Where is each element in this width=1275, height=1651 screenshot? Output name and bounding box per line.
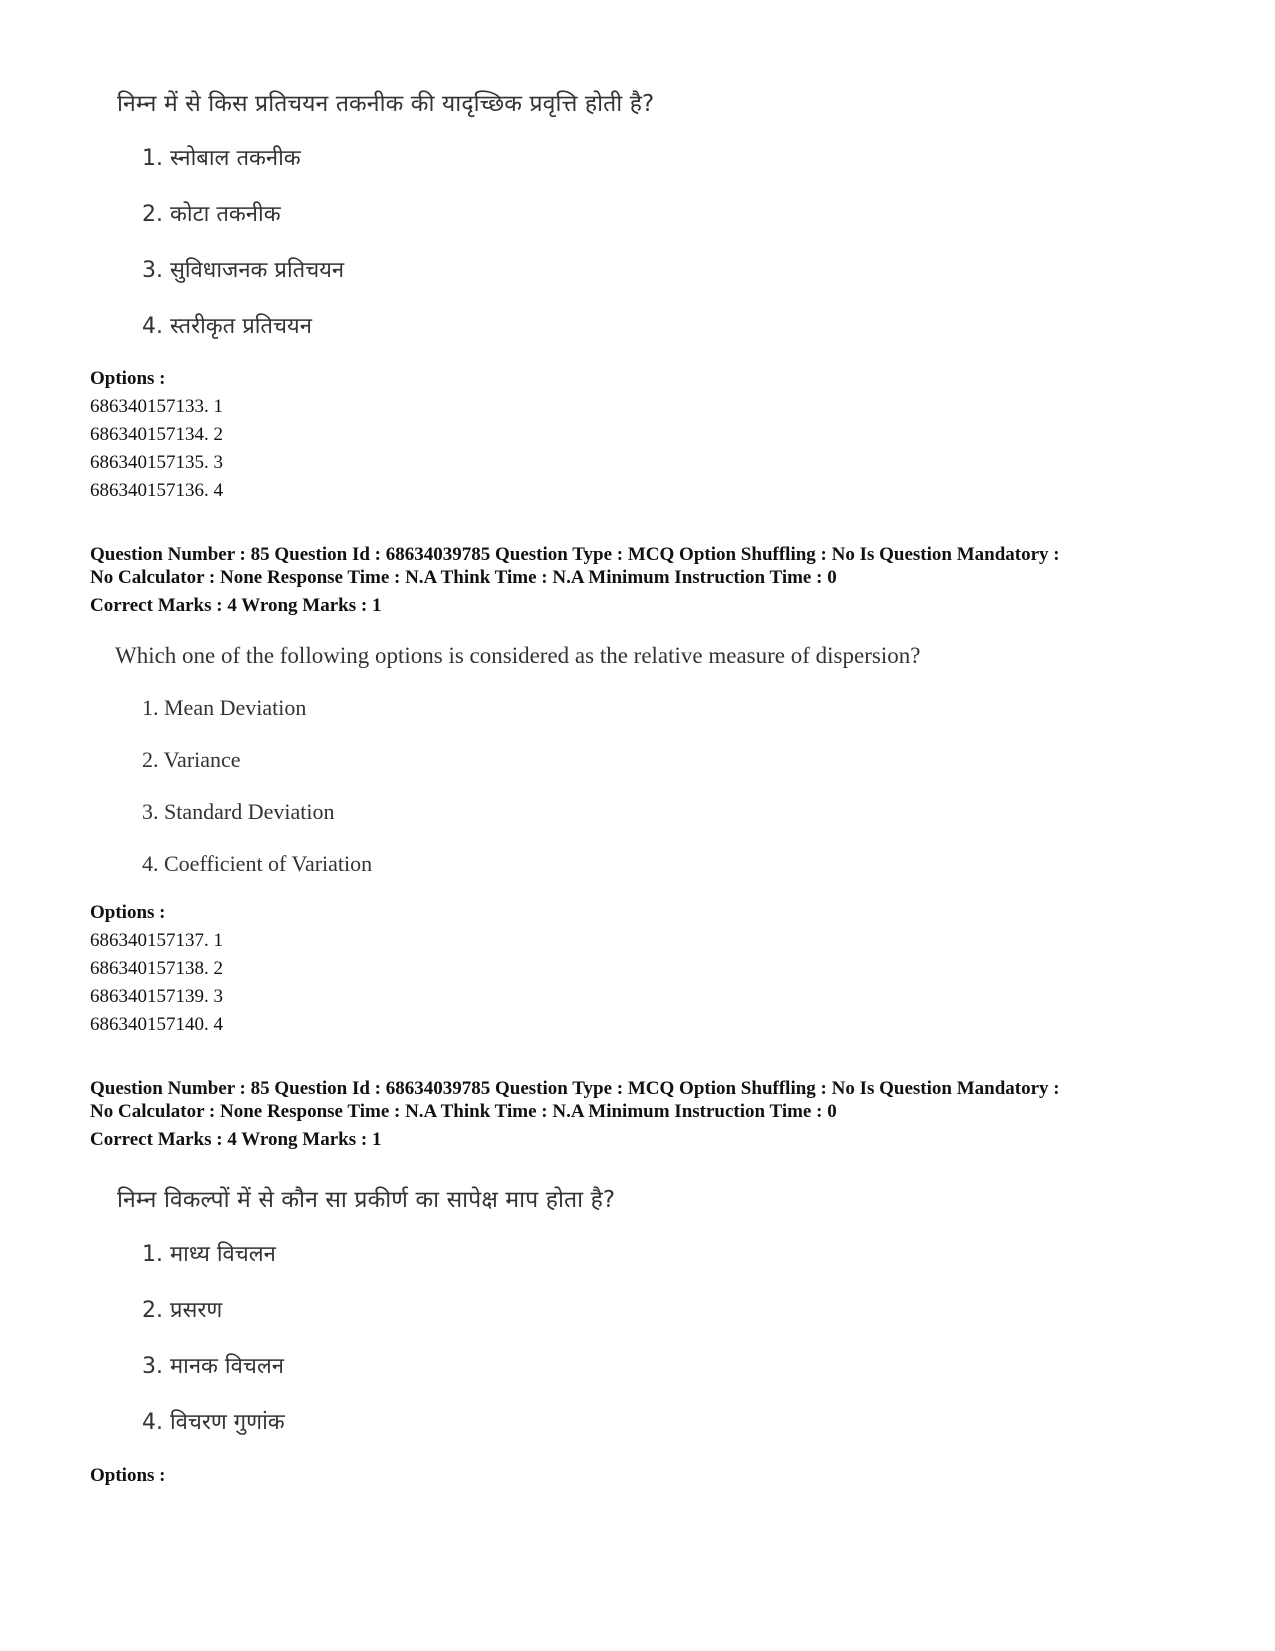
option-id-1: 686340157137. 1	[90, 930, 223, 951]
option-id-3: 686340157135. 3	[90, 452, 223, 473]
question-text: निम्न विकल्पों में से कौन सा प्रकीर्ण का सापेक्ष माप होता है?	[117, 1187, 616, 1213]
options-label: Options :	[90, 1465, 166, 1486]
question-meta-line-1: Question Number : 85 Question Id : 68634039785 Question Type : MCQ Option Shuffling : No Is Question Mandatory :	[90, 1078, 1060, 1099]
choice-3: 3. मानक विचलन	[142, 1354, 284, 1379]
choice-4: 4. स्तरीकृत प्रतिचयन	[142, 314, 312, 339]
options-label: Options :	[90, 368, 166, 389]
choice-2: 2. कोटा तकनीक	[142, 202, 281, 227]
option-id-2: 686340157138. 2	[90, 958, 223, 979]
question-meta-line-2: No Calculator : None Response Time : N.A Think Time : N.A Minimum Instruction Time : 0	[90, 567, 837, 588]
choice-1: 1. माध्य विचलन	[142, 1242, 276, 1267]
choice-2: 2. Variance	[142, 747, 241, 772]
option-id-4: 686340157136. 4	[90, 480, 223, 501]
question-meta-line-2: No Calculator : None Response Time : N.A Think Time : N.A Minimum Instruction Time : 0	[90, 1101, 837, 1122]
options-label: Options :	[90, 902, 166, 923]
question-marks: Correct Marks : 4 Wrong Marks : 1	[90, 1129, 382, 1150]
choice-4: 4. Coefficient of Variation	[142, 851, 373, 876]
option-id-2: 686340157134. 2	[90, 424, 223, 445]
question-text: Which one of the following options is considered as the relative measure of dispersion?	[115, 643, 921, 668]
choice-1: 1. Mean Deviation	[142, 695, 307, 720]
option-id-4: 686340157140. 4	[90, 1014, 223, 1035]
option-id-3: 686340157139. 3	[90, 986, 223, 1007]
choice-1: 1. स्नोबाल तकनीक	[142, 146, 301, 171]
question-marks: Correct Marks : 4 Wrong Marks : 1	[90, 595, 382, 616]
choice-3: 3. सुविधाजनक प्रतिचयन	[142, 258, 345, 283]
choice-2: 2. प्रसरण	[142, 1298, 223, 1323]
choice-3: 3. Standard Deviation	[142, 799, 335, 824]
option-id-1: 686340157133. 1	[90, 396, 223, 417]
choice-4: 4. विचरण गुणांक	[142, 1410, 285, 1435]
question-meta-line-1: Question Number : 85 Question Id : 68634039785 Question Type : MCQ Option Shuffling : No Is Question Mandatory :	[90, 544, 1060, 565]
question-text: निम्न में से किस प्रतिचयन तकनीक की यादृच्छिक प्रवृत्ति होती है?	[117, 91, 655, 117]
